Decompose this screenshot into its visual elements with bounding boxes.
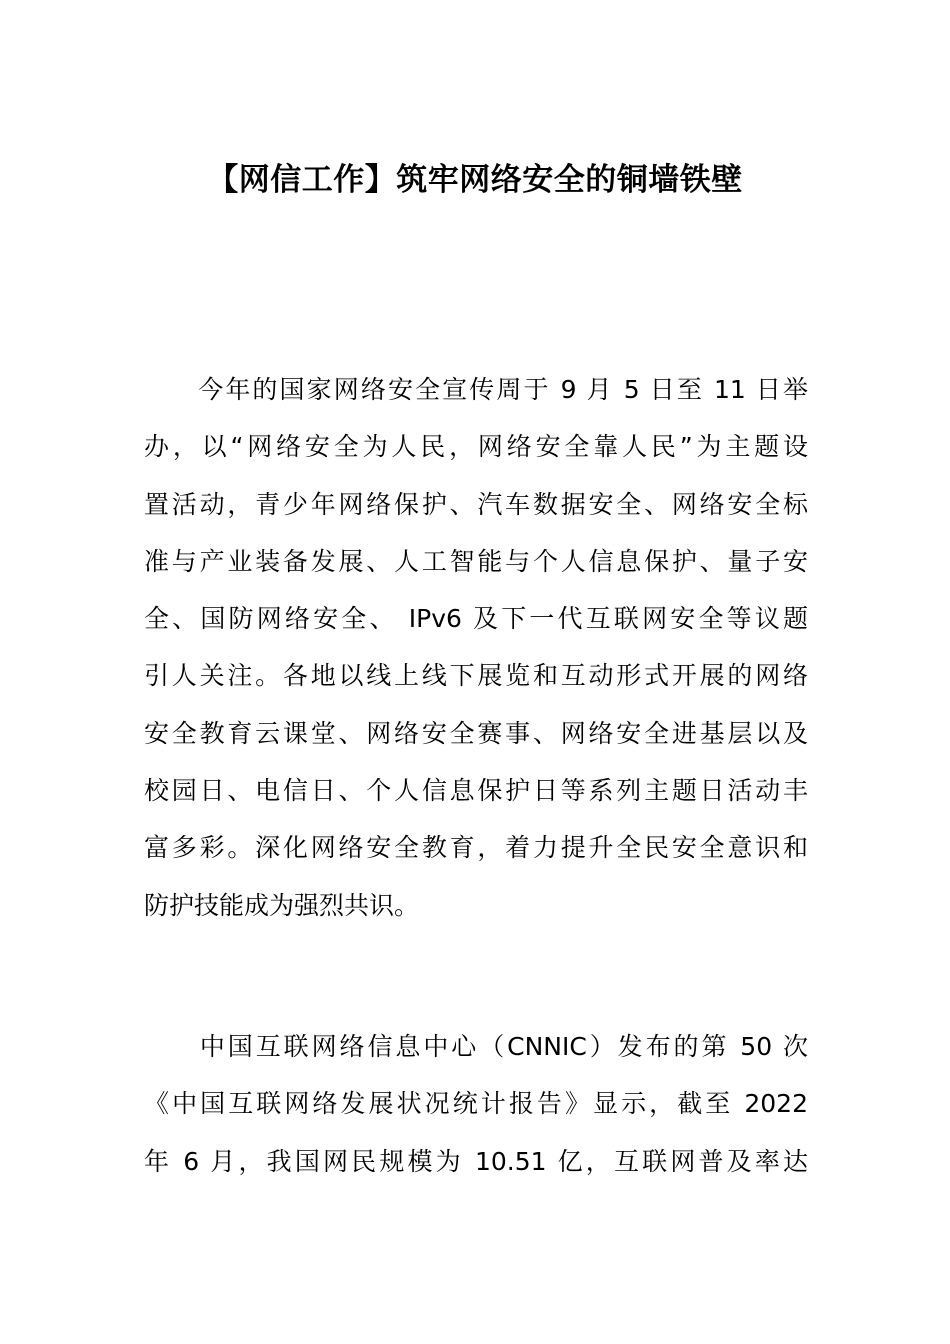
paragraph-line: 校园日、电信日、个人信息保护日等系列主题日活动丰 [144,776,808,806]
paragraph-line: 安全教育云课堂、网络安全赛事、网络安全进基层以及 [144,718,808,748]
paragraph-line: 全、国防网络安全、 IPv6 及下一代互联网安全等议题 [144,604,808,634]
paragraph-line: 引人关注。各地以线上线下展览和互动形式开展的网络 [144,661,808,691]
paragraph-line: 富多彩。深化网络安全教育，着力提升全民安全意识和 [144,833,808,863]
document-title: 【网信工作】筑牢网络安全的铜墙铁壁 [207,162,743,198]
paragraph-line: 置活动，青少年网络保护、汽车数据安全、网络安全标 [144,489,808,519]
paragraph-line: 准与产业装备发展、人工智能与个人信息保护、量子安 [144,546,808,576]
paragraph-line: 中国互联网络信息中心（CNNIC）发布的第 50 次 [144,1032,808,1061]
paragraph-line: 办，以“网络安全为人民，网络安全靠人民”为主题设 [144,432,808,462]
paragraph-line: 《中国互联网络发展状况统计报告》显示，截至 2022 [144,1089,808,1119]
paragraph-line: 防护技能成为强烈共识。 [144,890,420,920]
paragraph-line: 年 6 月，我国网民规模为 10.51 亿，互联网普及率达 [144,1146,808,1176]
paragraph-line: 今年的国家网络安全宣传周于 9 月 5 日至 11 日举 [144,375,808,404]
paragraph-1 [144,361,808,934]
paragraph-2 [144,1018,808,1190]
